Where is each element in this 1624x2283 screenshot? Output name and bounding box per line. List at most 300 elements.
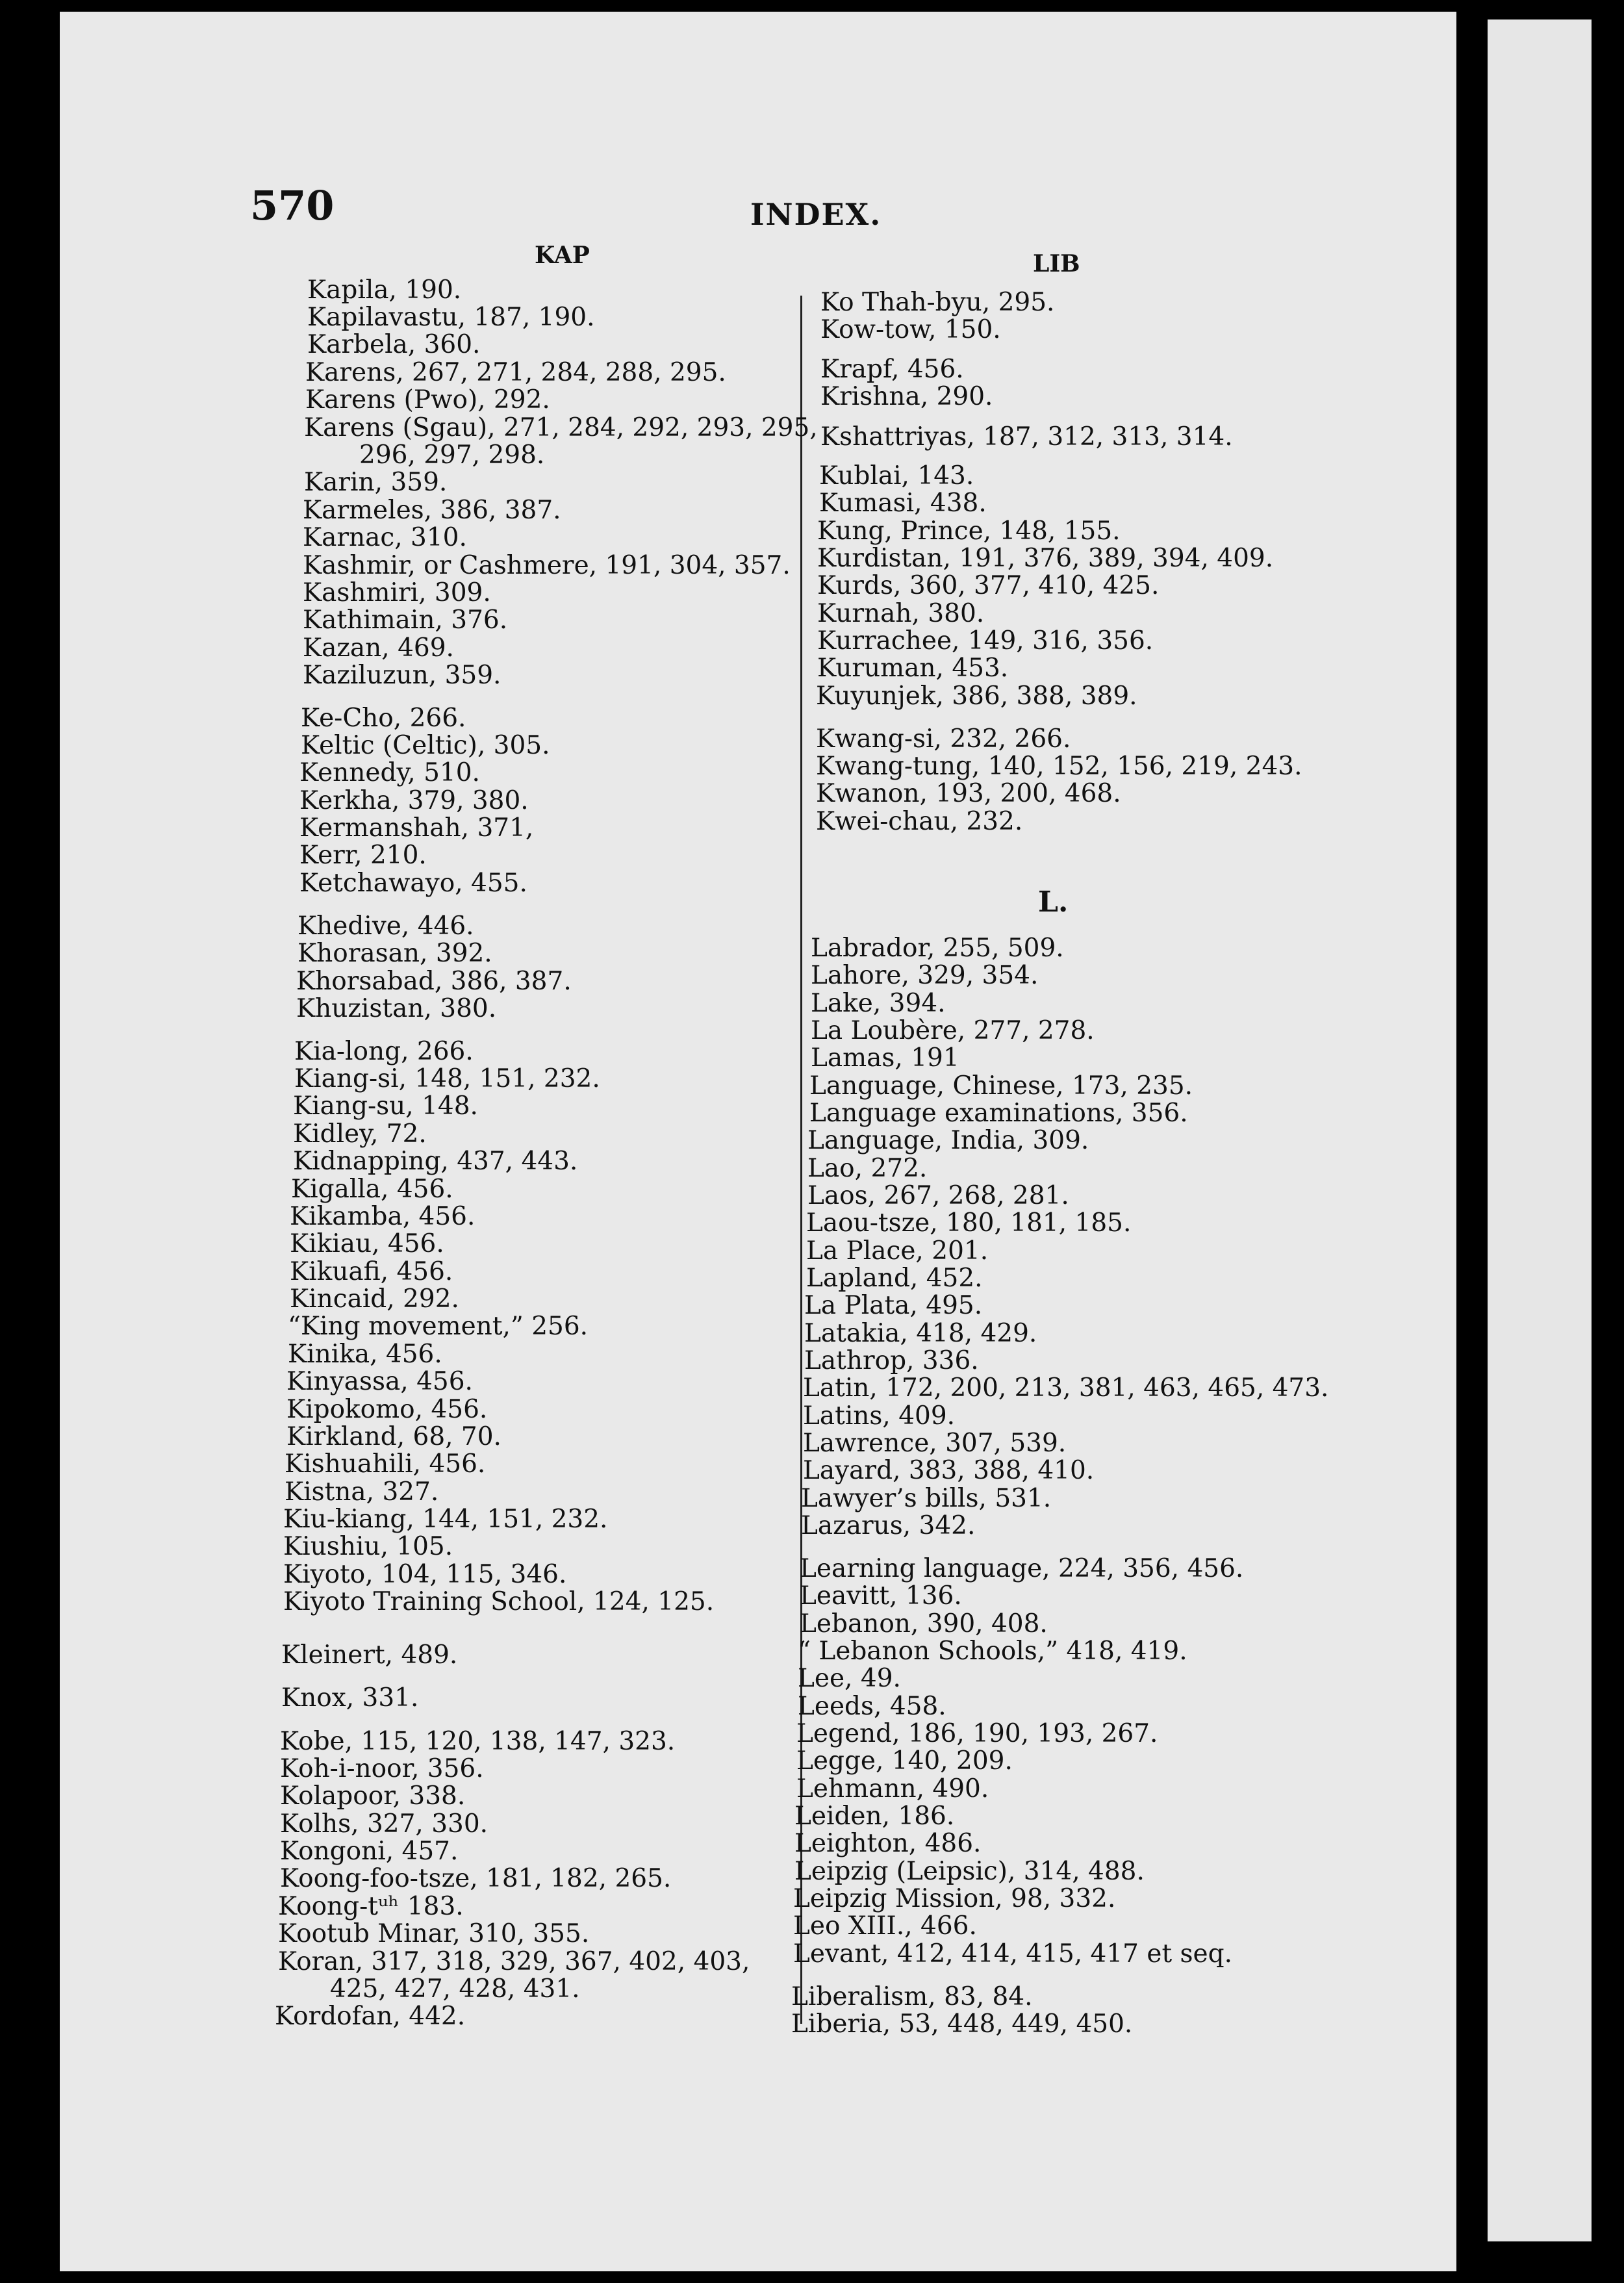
entry-page-refs: 266.: [416, 1037, 474, 1066]
entry-page-refs: 452.: [926, 1264, 983, 1293]
entry-term: Karbela,: [307, 330, 416, 359]
index-entry: [791, 2011, 1132, 2038]
guide-word-right: LIB: [1033, 250, 1080, 277]
entry-page-refs: 392.: [435, 939, 492, 968]
entry-page-refs: 191, 304, 357.: [605, 551, 791, 580]
entry-page-refs: 172, 200, 213, 381, 463, 465, 473.: [885, 1373, 1329, 1403]
entry-page-refs: 390, 408.: [926, 1609, 1048, 1639]
entry-term: Leiden,: [794, 1802, 891, 1831]
entry-term: Kiang-su,: [293, 1091, 414, 1121]
entry-term: “King movement,”: [288, 1312, 524, 1341]
entry-term: Kurnah,: [817, 599, 920, 628]
entry-term: Krapf,: [820, 355, 900, 384]
index-entry: [303, 635, 454, 662]
entry-page-refs: 267, 268, 281.: [883, 1181, 1069, 1210]
entry-page-refs: 180, 181, 185.: [946, 1208, 1132, 1238]
running-head: INDEX.: [750, 197, 882, 232]
entry-page-refs: 305.: [493, 731, 550, 760]
entry-page-refs: 418, 419.: [1066, 1637, 1187, 1666]
entry-page-refs: 386, 387.: [450, 967, 572, 996]
index-entry: [820, 383, 993, 411]
entry-page-refs: 68, 70.: [412, 1422, 501, 1451]
index-entry: [283, 1533, 453, 1561]
entry-term: Laos,: [807, 1181, 876, 1210]
entry-page-refs: 173, 235.: [1071, 1071, 1193, 1101]
index-entry: [794, 1803, 954, 1830]
index-entry: [807, 1182, 1069, 1210]
entry-term: Kipokomo,: [286, 1395, 424, 1424]
index-entry: [293, 1093, 478, 1120]
index-entry: [283, 1506, 607, 1533]
index-entry: [359, 442, 544, 469]
index-entry: [798, 1665, 901, 1692]
entry-term: Khorsabad,: [296, 967, 443, 996]
entry-page-refs: 193, 200, 468.: [935, 779, 1121, 808]
index-entry: [299, 787, 529, 815]
index-entry: [803, 1375, 1328, 1402]
entry-term: Kirkland,: [286, 1422, 405, 1451]
entry-term: Kigalla,: [291, 1175, 389, 1204]
entry-term: Kordofan,: [275, 2002, 401, 2031]
entry-page-refs: 342.: [919, 1511, 976, 1540]
index-entry: [811, 1017, 1095, 1045]
entry-term: Kiyoto,: [283, 1560, 374, 1589]
entry-term: Language, India,: [807, 1126, 1025, 1155]
entry-term: Kshattriyas,: [820, 422, 975, 452]
index-entry: [796, 1776, 989, 1803]
index-entry: [807, 1155, 927, 1182]
entry-term: Ko Thah-byu,: [820, 288, 991, 317]
entry-page-refs: 115, 120, 138, 147, 323.: [361, 1727, 676, 1756]
index-entry: [305, 359, 726, 387]
index-entry: [301, 732, 550, 759]
entry-term: Laou-tsze,: [806, 1208, 938, 1238]
entry-page-refs: 149, 316, 356.: [967, 626, 1154, 656]
entry-page-refs: 437, 443.: [457, 1147, 578, 1176]
entry-page-refs: 425, 427, 428, 431.: [330, 1974, 580, 2004]
entry-page-refs: 338.: [409, 1781, 466, 1811]
index-entry: [303, 662, 501, 689]
entry-page-refs: 183.: [407, 1892, 464, 1921]
entry-page-refs: 356.: [1131, 1099, 1188, 1128]
entry-page-refs: 190.: [405, 275, 462, 305]
entry-term: Keltic (Celtic),: [301, 731, 486, 760]
entry-page-refs: 360, 377, 410, 425.: [909, 571, 1160, 600]
entry-page-refs: 310, 355.: [468, 1919, 590, 1948]
entry-page-refs: 148, 151, 232.: [414, 1064, 600, 1093]
entry-term: Karin,: [304, 468, 383, 497]
index-entry: [301, 705, 466, 732]
entry-page-refs: 453.: [952, 654, 1009, 683]
entry-term: Kongoni,: [280, 1837, 394, 1866]
entry-term: Khorasan,: [298, 939, 428, 968]
index-entry: [817, 545, 1273, 572]
entry-term: Kolapoor,: [280, 1781, 401, 1811]
entry-page-refs: 510.: [424, 758, 480, 787]
entry-term: Kerkha,: [299, 786, 400, 815]
entry-page-refs: 224, 356, 456.: [1058, 1554, 1244, 1583]
index-entry: [811, 990, 946, 1017]
entry-page-refs: 418, 429.: [916, 1319, 1037, 1348]
index-entry: [803, 1430, 1066, 1457]
entry-term: Kurdistan,: [817, 544, 951, 573]
index-entry: [811, 935, 1064, 962]
entry-page-refs: 456.: [416, 1367, 473, 1396]
page-number: 570: [250, 182, 335, 229]
entry-term: Karens,: [305, 358, 404, 387]
entry-term: Leipzig Mission,: [793, 1884, 1003, 1913]
entry-term: Kuyunjek,: [816, 682, 944, 711]
index-page: [60, 12, 1456, 2271]
index-entry: [820, 289, 1054, 316]
entry-page-refs: 456.: [429, 1449, 486, 1479]
entry-term: Lawrence,: [803, 1429, 937, 1458]
entry-page-refs: 232.: [966, 807, 1023, 836]
entry-term: Kashmir, or Cashmere,: [303, 551, 598, 580]
entry-term: Legge,: [796, 1746, 884, 1776]
entry-page-refs: 314, 488.: [1023, 1857, 1145, 1886]
entry-term: Kikamba,: [290, 1202, 411, 1231]
guide-word-left: KAP: [535, 242, 590, 269]
entry-term: Kiang-si,: [294, 1064, 407, 1093]
index-entry: [275, 2003, 465, 2030]
index-entry: [283, 1561, 566, 1588]
index-entry: [280, 1728, 675, 1755]
entry-term: Kerr,: [299, 841, 362, 870]
entry-page-refs: 466.: [920, 1911, 977, 1941]
entry-page-refs: 456.: [396, 1175, 453, 1204]
entry-term: Koong-tᵘʰ: [278, 1892, 400, 1921]
index-entry: [811, 962, 1038, 989]
entry-term: Koh-i-noor,: [280, 1754, 420, 1783]
entry-page-refs: 446.: [417, 912, 474, 941]
entry-page-refs: 412, 414, 415, 417 et seq.: [896, 1939, 1232, 1969]
entry-term: Kobe,: [280, 1727, 353, 1756]
entry-page-refs: 458.: [889, 1692, 946, 1721]
entry-term: La Plata,: [804, 1291, 918, 1320]
entry-page-refs: 469.: [398, 633, 454, 663]
entry-term: Kazan,: [303, 633, 390, 663]
entry-term: Layard,: [803, 1456, 901, 1485]
entry-term: Leo XIII.,: [793, 1911, 913, 1941]
entry-page-refs: 307, 539.: [945, 1429, 1067, 1458]
entry-page-refs: 456.: [387, 1229, 444, 1258]
entry-page-refs: 394.: [889, 989, 946, 1018]
entry-term: Lazarus,: [801, 1511, 911, 1540]
entry-page-refs: 310.: [411, 523, 467, 552]
entry-term: Lebanon,: [800, 1609, 919, 1639]
index-entry: [278, 1920, 589, 1948]
entry-page-refs: 83, 84.: [944, 1982, 1033, 2011]
entry-page-refs: 232, 266.: [950, 724, 1071, 754]
entry-page-refs: 187, 190.: [474, 303, 595, 332]
entry-term: Khuzistan,: [296, 994, 432, 1023]
index-entry: [280, 1755, 484, 1783]
index-entry: [285, 1479, 438, 1506]
index-entry: [288, 1313, 588, 1340]
entry-page-refs: 456.: [418, 1202, 476, 1231]
index-entry: [796, 1720, 1158, 1748]
entry-page-refs: 336.: [922, 1346, 979, 1375]
index-entry: [280, 1783, 465, 1810]
entry-term: Kwei-chau,: [816, 807, 958, 836]
index-entry: [816, 683, 1137, 710]
index-entry: [283, 1588, 714, 1616]
entry-term: Kidnapping,: [293, 1147, 449, 1176]
entry-page-refs: 292.: [403, 1284, 459, 1314]
entry-term: “ Lebanon Schools,”: [798, 1637, 1059, 1666]
index-entry: [800, 1611, 1048, 1638]
entry-page-refs: 359.: [390, 468, 448, 497]
entry-page-refs: 455.: [471, 869, 527, 898]
entry-term: Kublai,: [819, 461, 909, 491]
index-entry: [278, 1948, 750, 1976]
index-entry: [294, 1065, 600, 1093]
entry-term: Kaziluzun,: [303, 661, 437, 690]
entry-page-refs: 457.: [401, 1837, 459, 1866]
index-entry: [296, 968, 572, 995]
index-entry: [804, 1292, 982, 1320]
index-entry: [286, 1423, 501, 1451]
facing-page-edge: [1488, 19, 1592, 2241]
entry-term: Kwanon,: [816, 779, 928, 808]
entry-term: La Place,: [806, 1236, 924, 1266]
index-entry: [303, 524, 467, 552]
entry-page-refs: 98, 332.: [1011, 1884, 1116, 1913]
index-entry: [290, 1203, 475, 1231]
index-entry: [304, 469, 447, 496]
index-entry: [293, 1148, 577, 1175]
index-entry: [296, 995, 496, 1023]
index-entry: [806, 1238, 988, 1265]
entry-term: Latin,: [803, 1373, 878, 1403]
entry-page-refs: 456.: [396, 1257, 453, 1286]
entry-page-refs: 105.: [396, 1532, 453, 1561]
entry-term: Lao,: [807, 1154, 863, 1183]
entry-page-refs: 380.: [440, 994, 497, 1023]
index-entry: [303, 552, 791, 580]
entry-page-refs: 295.: [998, 288, 1055, 317]
entry-page-refs: 360.: [424, 330, 481, 359]
index-entry: [806, 1265, 983, 1292]
entry-page-refs: 331.: [362, 1683, 419, 1713]
entry-term: Lathrop,: [804, 1346, 915, 1375]
index-entry: [817, 600, 984, 628]
index-entry: [804, 1320, 1037, 1347]
entry-term: Levant,: [793, 1939, 889, 1969]
index-entry: [811, 1045, 959, 1072]
entry-term: Kermanshah,: [299, 813, 470, 843]
index-entry: [291, 1176, 453, 1203]
entry-term: Kurrachee,: [817, 626, 960, 656]
entry-term: Kennedy,: [299, 758, 416, 787]
index-entry: [807, 1127, 1089, 1154]
entry-page-refs: 49.: [860, 1664, 901, 1693]
section-letter-heading: L.: [1038, 886, 1069, 919]
index-entry: [809, 1073, 1193, 1100]
entry-page-refs: 72.: [386, 1119, 427, 1149]
index-entry: [299, 759, 480, 787]
entry-term: Learning language,: [800, 1554, 1050, 1583]
index-entry: [820, 424, 1233, 451]
index-entry: [803, 1403, 955, 1430]
entry-page-refs: 359.: [444, 661, 501, 690]
index-entry: [307, 331, 480, 359]
index-entry: [800, 1555, 1243, 1583]
index-entry: [796, 1748, 1013, 1775]
entry-page-refs: 181, 182, 265.: [486, 1864, 672, 1893]
entry-page-refs: 386, 387.: [440, 496, 561, 525]
entry-page-refs: 386, 388, 389.: [952, 682, 1137, 711]
entry-page-refs: 495.: [926, 1291, 983, 1320]
index-entry: [816, 726, 1071, 753]
entry-page-refs: 376.: [451, 606, 508, 635]
entry-page-refs: 144, 151, 232.: [422, 1505, 608, 1534]
entry-term: Koran,: [278, 1947, 363, 1976]
entry-page-refs: 329, 354.: [917, 961, 1039, 990]
entry-term: Lake,: [811, 989, 882, 1018]
index-entry: [303, 580, 491, 607]
entry-page-refs: 327, 330.: [366, 1809, 488, 1839]
entry-term: Ketchawayo,: [299, 869, 463, 898]
entry-term: Leipzig (Leipsic),: [794, 1857, 1016, 1886]
entry-page-refs: 456.: [431, 1395, 488, 1424]
index-entry: [299, 842, 427, 869]
entry-page-refs: 456.: [385, 1340, 442, 1369]
index-entry: [298, 913, 474, 940]
index-entry: [820, 356, 964, 383]
entry-page-refs: 140, 209.: [891, 1746, 1013, 1776]
entry-page-refs: 292.: [493, 385, 550, 415]
index-entry: [299, 870, 527, 897]
index-entry: [290, 1286, 459, 1313]
entry-term: Kapila,: [307, 275, 397, 305]
entry-page-refs: 150.: [944, 315, 1001, 344]
entry-term: Kia-long,: [294, 1037, 409, 1066]
entry-term: Kinika,: [288, 1340, 378, 1369]
index-entry: [286, 1368, 473, 1396]
entry-term: Lamas,: [811, 1043, 903, 1073]
entry-page-refs: 296, 297, 298.: [359, 440, 545, 470]
entry-term: Language, Chinese,: [809, 1071, 1064, 1101]
entry-page-refs: 210.: [370, 841, 427, 870]
index-entry: [304, 415, 818, 442]
entry-page-refs: 379, 380.: [407, 786, 529, 815]
index-entry: [794, 1830, 981, 1857]
entry-term: Kwang-si,: [816, 724, 942, 754]
entry-page-refs: 143.: [917, 461, 974, 491]
entry-term: Kashmiri,: [303, 578, 427, 607]
entry-term: Kolhs,: [280, 1809, 359, 1839]
entry-term: Leavitt,: [800, 1581, 898, 1611]
entry-term: Karnac,: [303, 523, 403, 552]
entry-term: Kikuafi,: [290, 1257, 389, 1286]
entry-term: Karens (Sgau),: [304, 413, 496, 442]
entry-page-refs: 104, 115, 346.: [381, 1560, 567, 1589]
index-entry: [804, 1347, 979, 1375]
index-entry: [307, 304, 595, 331]
index-entry: [793, 1941, 1232, 1968]
entry-term: Karmeles,: [303, 496, 433, 525]
entry-page-refs: 371,: [477, 813, 534, 843]
index-entry: [293, 1121, 427, 1148]
entry-term: Knox,: [281, 1683, 355, 1713]
entry-page-refs: 53, 448, 449, 450.: [898, 2009, 1133, 2039]
entry-page-refs: 148, 155.: [999, 517, 1121, 546]
entry-page-refs: 356.: [427, 1754, 484, 1783]
index-entry: [816, 753, 1302, 780]
index-entry: [791, 1983, 1033, 2011]
index-entry: [285, 1451, 485, 1478]
entry-page-refs: 136.: [905, 1581, 962, 1611]
index-entry: [280, 1838, 458, 1865]
entry-term: Krishna,: [820, 382, 929, 411]
entry-page-refs: 271, 284, 292, 293, 295,: [503, 413, 818, 442]
entry-term: Language examinations,: [809, 1099, 1124, 1128]
entry-page-refs: 438.: [930, 489, 987, 518]
index-entry: [280, 1811, 488, 1838]
entry-term: Koong-foo-tsze,: [280, 1864, 478, 1893]
entry-term: Kiyoto Training School,: [283, 1587, 585, 1616]
index-entry: [290, 1258, 453, 1286]
entry-term: Lee,: [798, 1664, 853, 1693]
index-entry: [305, 387, 550, 414]
entry-page-refs: 266.: [409, 704, 466, 733]
index-entry: [801, 1512, 975, 1540]
entry-term: Kung, Prince,: [817, 517, 992, 546]
entry-page-refs: 309.: [1032, 1126, 1089, 1155]
index-entry: [299, 815, 533, 842]
index-entry: [800, 1583, 962, 1610]
index-entry: [303, 607, 507, 634]
entry-page-refs: 277, 278.: [973, 1016, 1095, 1045]
entry-term: Lehmann,: [796, 1774, 924, 1804]
entry-page-refs: 191, 376, 389, 394, 409.: [959, 544, 1274, 573]
entry-term: Karens (Pwo),: [305, 385, 486, 415]
entry-term: Kiushiu,: [283, 1532, 388, 1561]
entry-term: Kootub Minar,: [278, 1919, 461, 1948]
entry-page-refs: 456.: [907, 355, 964, 384]
entry-term: La Loubère,: [811, 1016, 966, 1045]
entry-page-refs: 486.: [924, 1829, 982, 1858]
entry-page-refs: 140, 152, 156, 219, 243.: [987, 752, 1302, 781]
entry-term: Liberalism,: [791, 1982, 936, 2011]
entry-page-refs: 272.: [870, 1154, 928, 1183]
entry-term: Kurds,: [817, 571, 902, 600]
entry-page-refs: 309.: [434, 578, 491, 607]
index-entry: [816, 808, 1022, 835]
entry-term: Kapilavastu,: [307, 303, 466, 332]
index-entry: [280, 1865, 671, 1893]
index-entry: [801, 1485, 1051, 1512]
index-entry: [303, 497, 561, 524]
index-entry: [817, 628, 1153, 655]
index-entry: [809, 1100, 1188, 1127]
entry-term: Kinyassa,: [286, 1367, 409, 1396]
entry-term: Kistna,: [285, 1477, 375, 1507]
entry-page-refs: 191: [911, 1043, 959, 1073]
entry-term: Leeds,: [798, 1692, 882, 1721]
entry-page-refs: 489.: [401, 1640, 458, 1670]
entry-term: Kuruman,: [817, 654, 944, 683]
entry-term: Labrador,: [811, 934, 935, 963]
entry-page-refs: 380.: [928, 599, 985, 628]
index-entry: [803, 1457, 1094, 1485]
index-entry: [817, 518, 1121, 545]
entry-term: Lawyer’s bills,: [801, 1484, 987, 1513]
entry-page-refs: 255, 509.: [943, 934, 1064, 963]
entry-page-refs: 409.: [898, 1401, 956, 1431]
